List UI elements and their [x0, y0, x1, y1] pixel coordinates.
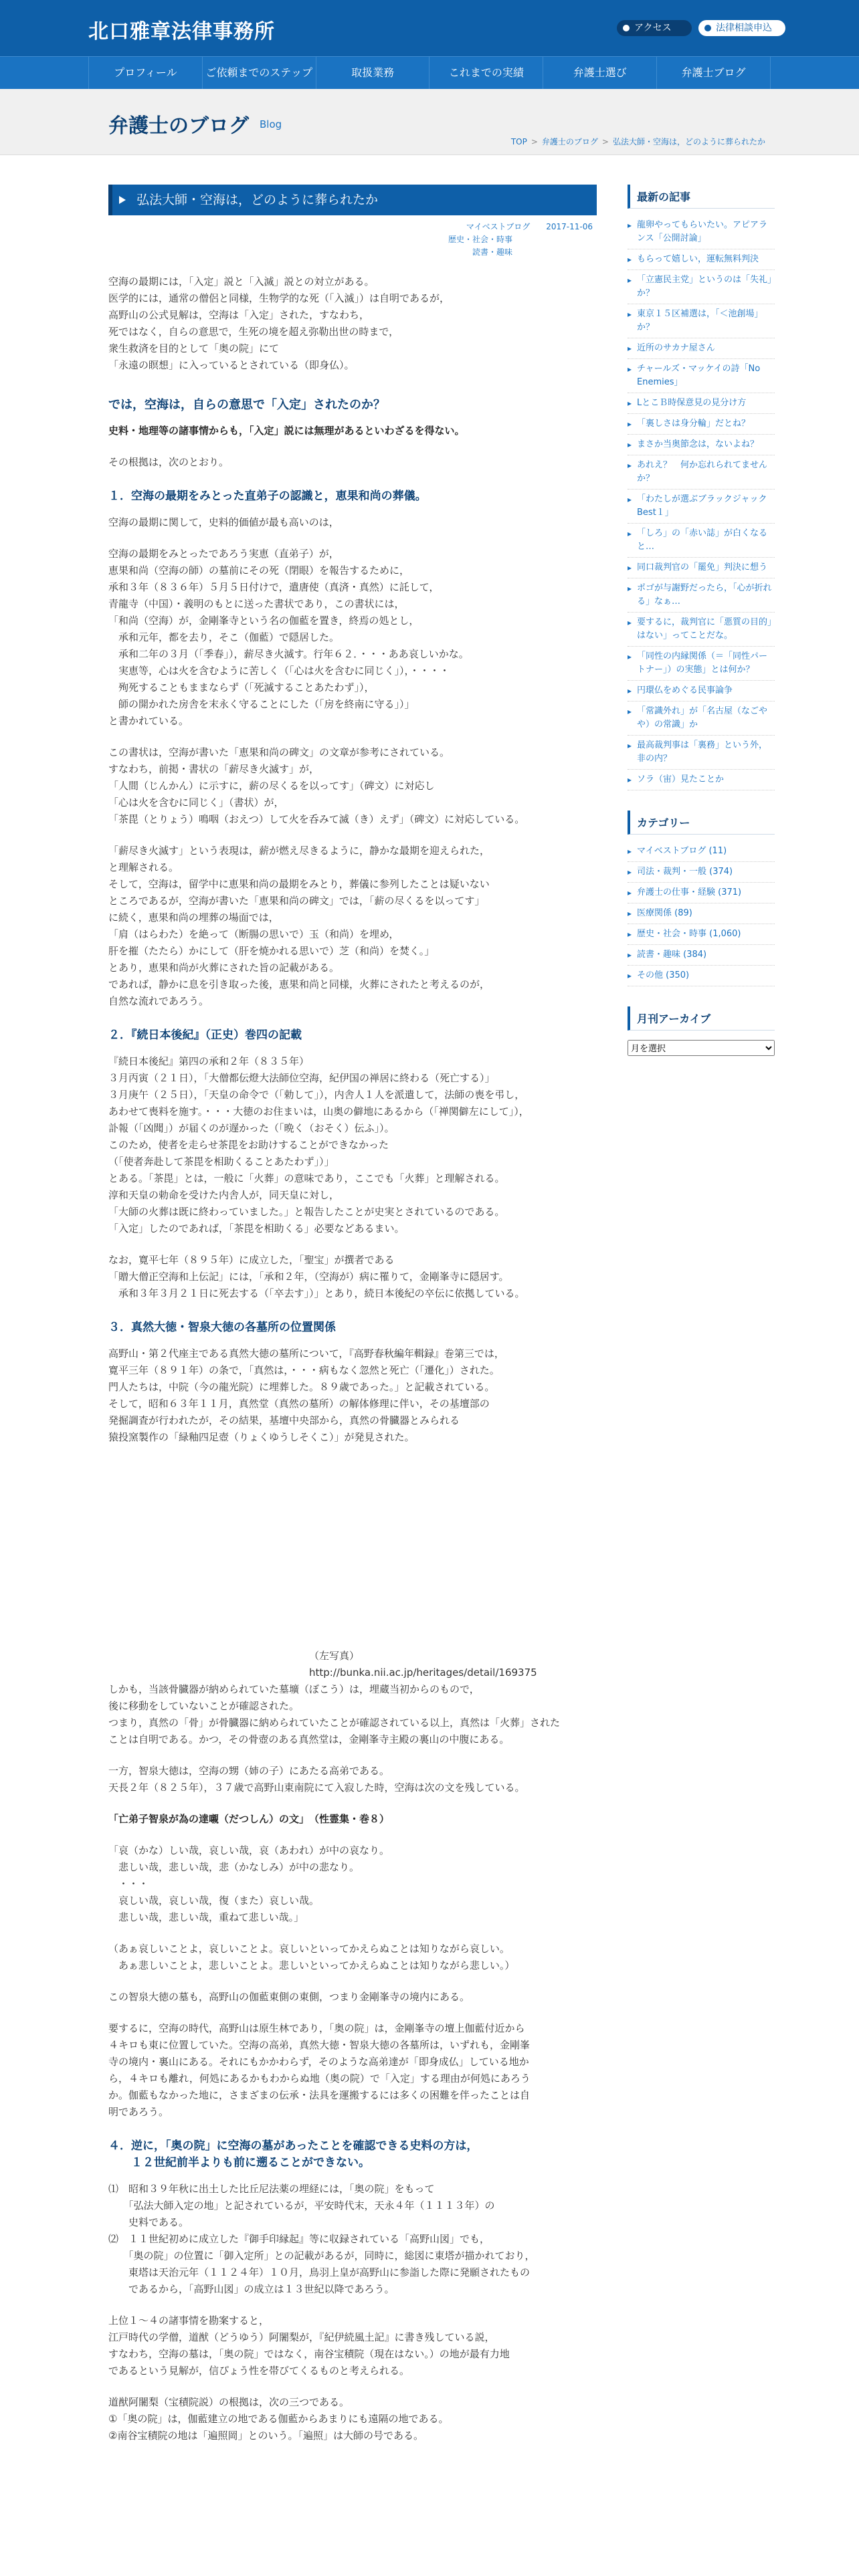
category-link[interactable]: ▸ その他 (350)	[628, 966, 775, 986]
paragraph: なお，寛平七年（８９５年）に成立した，「聖宝」が撰者である 「贈大僧正空海和上伝記」には，「承和２年，（空海が）病に罹りて，金剛峯寺に隠居す。 承和３年３月２１日に死去する（「卒去す」）」とあり，続日本後紀の卒伝に依拠している。	[108, 1254, 525, 1299]
page-subtitle: Blog	[260, 118, 282, 130]
section-heading: ２．『続日本後紀』（正史）巻四の記載	[108, 1029, 302, 1042]
recent-posts-title: 最新の記事	[628, 185, 775, 209]
breadcrumb: TOP > 弁護士のブログ > 弘法大師・空海は，どのように葬られたか	[510, 137, 765, 146]
paragraph: 空海の最期には，「入定」説と「入滅」説との対立がある。 医学的には，通常の僧侶と同様，生物学的な死（「入滅」）は自明であるが， 高野山の公式見解は，空海は「入定」された，すなわち， 死ではなく，自らの意思で，生死の境を超え弥勒出世の時まで， 衆生救済を目的として「奥の院」にて 「永遠の瞑想」に入っているとされている（即身仏）。	[108, 276, 450, 371]
post-body	[108, 274, 597, 2444]
paragraph: 「亡弟子智泉が為の達嚫（だつしん）の文」 （性霊集・巻８）	[108, 1813, 390, 1825]
photo-area	[108, 1461, 597, 1681]
page-title: 弁護士のブログ	[108, 114, 249, 138]
nav-item-choosing[interactable]: 弁護士選び	[543, 57, 657, 89]
post-date[interactable]: マイベストブログ 2017-11-06	[466, 222, 593, 231]
paragraph: その根拠は，次のとおり。	[108, 456, 229, 468]
category-link[interactable]: ▸ 司法・裁判・一般 (374)	[628, 862, 775, 883]
bullet-icon	[704, 25, 711, 31]
nav-item-profile[interactable]: プロフィール	[88, 57, 203, 89]
recent-post-link[interactable]: ▸ 「立憲民主党」というのは「失礼」か？	[628, 270, 775, 304]
paragraph: 史料・地理等の諸事情からも，「入定」説には無理があるといわざるを得ない。	[108, 425, 465, 437]
recent-post-link[interactable]: ▸ 円環仏をめぐる民事論争	[628, 681, 775, 702]
recent-post-link[interactable]: ▸ 「裏しさは身分輪」だとね？	[628, 414, 775, 435]
nav-item-blog[interactable]: 弁護士ブログ	[657, 57, 771, 89]
main-nav	[0, 56, 859, 89]
post-title: 弘法大師・空海は，どのように葬られたか	[108, 185, 597, 215]
breadcrumb-current: 弘法大師・空海は，どのように葬られたか	[612, 137, 765, 146]
paragraph: 一方，智泉大徳は，空海の甥（姉の子）にあたる高弟である。 天長２年（８２５年），３７歳で高野山東南院にて入寂した時，空海は次の文を残している。	[108, 1765, 525, 1794]
site-title[interactable]: 北口雅章法律事務所	[88, 20, 275, 43]
section-heading: ４．逆に，「奥の院」に空海の墓があったことを確認できる史料の方は， １２世紀前半よりも前に遡ることができない。	[108, 2139, 478, 2169]
recent-post-link[interactable]: ▸ 最高裁判事は「裏務」という外，非の内？	[628, 736, 775, 770]
category-link[interactable]: ▸ 歴史・社会・時事 (1,060)	[628, 924, 775, 945]
post-meta	[108, 221, 597, 259]
recent-post-link[interactable]: ▸ チャールズ・マッケイの詩「No Enemies」	[628, 359, 775, 393]
recent-post-link[interactable]: ▸ まさか当奥節念は，ないよね？	[628, 435, 775, 455]
recent-post-link[interactable]: ▸ ポゴが与謝野だったら，「心が折れる」なぁ…	[628, 578, 775, 613]
recent-post-link[interactable]: ▸ 近所のサカナ屋さん	[628, 338, 775, 359]
recent-post-link[interactable]: ▸ 東京１５区補選は，「＜池創場」か？	[628, 304, 775, 338]
post-category[interactable]: 歴史・社会・時事	[448, 235, 512, 244]
section-heading: では，空海は，自らの意思で「入定」されたのか？	[108, 398, 385, 412]
header-bar	[0, 0, 859, 56]
breadcrumb-top[interactable]: TOP	[510, 137, 527, 146]
paragraph: 道猷阿闍梨（宝積院説）の根拠は，次の三つである。 ①「奥の院」は，伽藍建立の地である伽藍からあまりにも遠隔の地である。 ②南谷宝積院の地は「遍照岡」とのいう。「遍照」は大師の号である。	[108, 2396, 449, 2442]
section-heading: １．空海の最期をみとった直弟子の認識と，恵果和尚の葬儀。	[108, 490, 427, 503]
recent-post-link[interactable]: ▸ 「しろ」の「赤い誌」が白くなると…	[628, 524, 775, 558]
recent-post-link[interactable]: ▸ もらって嬉しい，運転無料判決	[628, 249, 775, 270]
breadcrumb-blog[interactable]: 弁護士のブログ	[541, 137, 598, 146]
contact-button[interactable]	[698, 20, 785, 36]
recent-post-link[interactable]: ▸ 要するに，裁判官に「悪質の目的」はない」ってことだな。	[628, 613, 775, 647]
archive	[628, 1006, 775, 1056]
recent-post-link[interactable]: ▸ LとこＢ時保意見の見分け方	[628, 393, 775, 414]
nav-item-steps[interactable]: ご依頼までのステップ	[203, 57, 316, 89]
bullet-icon	[623, 25, 630, 31]
paragraph: （あぁ哀しいことよ，哀しいことよ。哀しいといってかえらぬことは知りながら哀しい。 あぁ悲しいことよ，悲しいことよ。悲しいといってかえらぬことは知りながら悲しい。）	[108, 1943, 515, 1971]
paragraph: 『続日本後紀』第四の承和２年（８３５年） ３月丙寅（２１日），「大僧都伝燈大法師位空海，紀伊国の禅居に終わる（死亡する）」 ３月庚午（２５日），「天皇の命令で（「勅して」），内舎人１人を派遣して，法師の喪を弔し， あわせて喪料を施す。・・・大徳のお住まいは，山奥の僻地にあるから（「禅関僻左にして」）， 訃報（「凶聞」）が届くのが遅かった（「晩く（おそく）伝ふ」）。 このため，使者を走らせ茶毘をお助けすることができなかった （「使者奔赴して茶毘を相助くることあたわず」）」 とある。「茶毘」とは，一般に「火葬」の意味であり，ここでも「火葬」と理解される。 淳和天皇の勅命を受けた内舎人が，同天皇に対し， 「大師の火葬は既に終わっていました。」と報告したことが史実とされているのである。 「入定」したのであれば，「茶毘を相助くる」必要などあるまい。	[108, 1055, 529, 1235]
article	[108, 185, 597, 2459]
recent-post-link[interactable]: ▸ ソラ（宙）見たことか	[628, 770, 775, 790]
page-header	[0, 89, 859, 155]
nav-item-results[interactable]: これまでの実績	[430, 57, 543, 89]
paragraph: 「薪尽き火滅す」という表現は，薪が燃え尽きるように，静かな最期を迎えられた， と理解される。 そして，空海は，留学中に恵果和尚の最期をみとり，葬儀に参列したことは疑いない ところであるが，空海が書いた「恵果和尚の碑文」では，「薪の尽くるを以ってす」 に続く，恵果和尚の埋葬の場面では， 「肩（はらわた）を絶って（断腸の思いで）玉（和尚）を埋め， 肝を摧（たたら）かにして（肝を焼かれる思いで）芝（和尚）を焚く。」 とあり，恵果和尚が火葬にされた旨の記載がある。 であれば，静かに息を引き取った後，恵果和尚と同様，火葬にされたと考えるのが， 自然な流れであろう。	[108, 845, 490, 1007]
paragraph: この書状は，空海が書いた「恵果和尚の碑文」の文章が参考にされている。 すなわち，前掲・書状の「薪尽き火滅す」が， 「人間（じんかん）に示すに，薪の尽くるを以ってす」（碑文）に対応し 「心は火を含むに同じく」（書状）が， 「茶毘（とりょう）鳴咽（おえつ）して火を呑みて滅（き）えず」（碑文）に対応している。	[108, 746, 525, 825]
archive-select[interactable]	[628, 1040, 775, 1056]
archive-title: 月刊アーカイブ	[628, 1006, 775, 1031]
recent-post-link[interactable]: ▸ 「常識外れ」が「名古屋（なごやや）の常識」か	[628, 702, 775, 736]
paragraph: 高野山・第２代座主である真然大徳の墓所について，『高野春秋編年輯録』巻第三では， 寛平三年（８９１年）の条で，「真然は，・・・病もなく忽然と死亡（「遷化」）された。 門人たちは，中院（今の龍光院）に埋葬した。８９歳であった。」と記載されている。 そして，昭和６３年１１月，真然堂（真然の墓所）の解体修理に伴い，その基壇部の 発掘調査が行われたが，その結果，基壇中央部から，真然の骨臓器とみられる 猿投窯製作の「緑釉四足壺（りょくゆうしそくこ）」が発見された。	[108, 1348, 504, 1443]
recent-post-link[interactable]: ▸ 同口裁判官の「罷免」判決に想う	[628, 558, 775, 578]
category-link[interactable]: ▸ 弁護士の仕事・経験 (371)	[628, 883, 775, 903]
paragraph: しかも，当該骨臓器が納められていた墓壙（ぼこう）は，埋蔵当初からのもので， 後に移動をしていないことが確認された。 つまり，真然の「骨」が骨臓器に納められていたことが確認されている以上，真然は「火葬」された ことは自明である。かつ，その骨壺のある真然堂は，金剛峯寺主殿の裏山の中腹にある。	[108, 1683, 561, 1745]
section-heading: ３．真然大徳・智泉大徳の各墓所の位置関係	[108, 1321, 336, 1334]
paragraph: 「哀（かな）しい哉，哀しい哉，哀（あわれ）が中の哀なり。 悲しい哉，悲しい哉，悲（かなしみ）が中の悲なり。 ・・・ 哀しい哉，哀しい哉，復（また）哀しい哉。 悲しい哉，悲しい哉，重ねて悲しい哉。」	[108, 1844, 390, 1923]
categories	[628, 811, 775, 986]
post-category-2[interactable]: 読書・趣味	[472, 247, 512, 257]
paragraph: 要するに，空海の時代，高野山は原生林であり，「奥の院」は，金剛峯寺の壇上伽藍付近から ４キロも東に位置していた。空海の高弟，真然大徳・智泉大徳の各墓所は，いずれも，金剛峯 寺の境内・裏山にある。それにもかかわらず，そのような高弟達が「即身成仏」している地か ら，４キロも離れ，何処にあるかもわからぬ地（奥の院）で「入定」する理由が何処にあろう か。伽藍もなかった地に，さまざまの伝承・法具を運搬するには多くの困難を伴ったことは自 明であろう。	[108, 2022, 531, 2118]
paragraph: この智泉大徳の墓も，高野山の伽藍東側の東側，つまり金剛峯寺の境内にある。	[108, 1991, 470, 2003]
categories-title: カテゴリー	[628, 811, 775, 835]
recent-post-link[interactable]: ▸ 「わたしが選ぶブラックジャック Best１」	[628, 490, 775, 524]
category-link[interactable]: ▸ 医療関係 (89)	[628, 903, 775, 924]
paragraph: 空海の最期をみとったであろう実恵（直弟子）が， 恵果和尚（空海の師）の墓前にその死（閉眼）を報告するために， 承和３年（８３６年）５月５日付けで，遣唐使（真済・真然）に託して， 青龍寺（中国）・義明のもとに送った書状であり，この書状には， 「和尚（空海）が，金剛峯寺という名の伽藍を置き，終焉の処とし， 承和元年，都を去り，そこ（伽藍）で隠居した。 承和二年の３月（「季春」），薪尽き火滅す。行年６２．・・・ああ哀しいかな。 実恵等，心は火を含むように苦しく（「心は火を含むに同じく」），・・・・ 殉死することもままならず（「死滅することあたわず」）， 師の開かれた房舎を末永く守ることにした（「房を終南に守る」）」 と書かれている。	[108, 548, 469, 727]
recent-post-link[interactable]: ▸ 「同性の内縁関係（＝「同性パートナー」）の実態」とは何か？	[628, 647, 775, 681]
category-link[interactable]: ▸ マイベストブログ (11)	[628, 841, 775, 862]
contact-label: 法律相談申込	[716, 23, 772, 33]
paragraph: 空海の最期に関して，史料的価値が最も高いのは，	[108, 516, 339, 528]
paragraph: ⑴ 昭和３９年秋に出土した比丘尼法薬の埋経には，「奥の院」をもって 「弘法大師入定の地」と記されているが，平安時代末，天永４年（１１１３年）の 史料である。 ⑵ １１世紀初めに成立した『御手印縁起』等に収録されている「高野山図」でも， 「奥の院」の位置に「御入定所」との記載があるが，同時に，総図に東塔が描かれており， 東塔は天治元年（１１２４年）１０月，鳥羽上皇が高野山に参詣した際に発願されたもの であるから，「高野山図」の成立は１３世紀以降であろう。	[108, 2183, 535, 2295]
photo-caption[interactable]: （左写真）http://bunka.nii.ac.jp/heritages/detail/169375	[309, 1650, 537, 1679]
sidebar	[628, 185, 775, 1076]
category-link[interactable]: ▸ 読書・趣味 (384)	[628, 945, 775, 966]
paragraph: 上位１～４の諸事情を勘案すると， 江戸時代の学僧，道猷（どうゆう）阿闍梨が，『紀伊続風土記』に書き残している説， すなわち，空海の墓は，「奥の院」ではなく，南谷宝積院（現在はない。）の地が最有力地 であるという見解が，信ぴょう性を帯びてくるものと考えられる。	[108, 2315, 510, 2377]
access-button[interactable]	[617, 20, 692, 36]
recent-post-link[interactable]: ▸ 龍卵やってもらいたい。アピアランス「公開討論」	[628, 215, 775, 249]
nav-item-services[interactable]: 取扱業務	[316, 57, 430, 89]
recent-post-link[interactable]: ▸ あれえ？ 何か忘れられてませんか？	[628, 455, 775, 490]
recent-posts	[628, 185, 775, 790]
access-label: アクセス	[634, 23, 672, 33]
